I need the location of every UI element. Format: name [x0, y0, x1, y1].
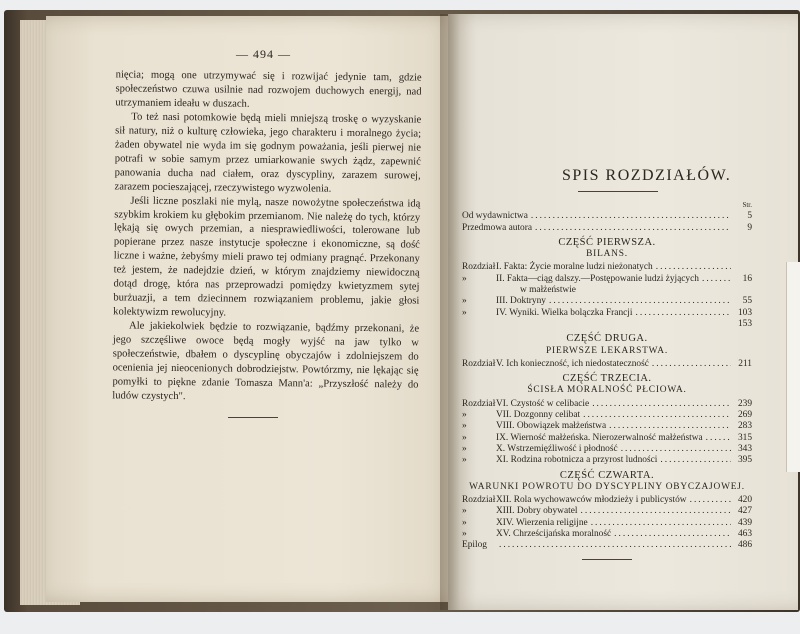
toc-entry-label: » — [462, 506, 467, 517]
toc-entry-page: 315 — [737, 432, 752, 443]
toc-entry-label: » — [462, 307, 467, 318]
toc-entry-title: III. Doktryny — [496, 296, 546, 307]
toc-entry-title: w małżeństwie — [520, 285, 576, 296]
part-subheading: BILANS. — [586, 249, 628, 260]
toc-row — [462, 359, 752, 370]
toc-entry-title: Od wydawnictwa — [462, 211, 528, 222]
toc-row — [462, 518, 752, 529]
part-heading: CZĘŚĆ CZWARTA. — [559, 469, 655, 481]
toc-entry-page: 486 — [737, 540, 752, 551]
toc-entry-label: » — [462, 455, 467, 466]
toc-row — [462, 262, 752, 273]
toc-entry-label: » — [462, 529, 467, 540]
toc-entry-page: 103 — [737, 307, 752, 318]
toc-entry-page: 439 — [737, 517, 752, 528]
title-rule — [578, 191, 658, 192]
toc-entry-label: Rozdział — [462, 398, 496, 409]
toc-entry-title: I. Fakta: Życie moralne ludzi nieżonatych — [496, 262, 653, 273]
toc-row — [462, 540, 752, 551]
toc-entry-page: 16 — [742, 273, 752, 284]
toc-entry-page: 239 — [737, 398, 752, 409]
toc-entry-title: IV. Wyniki. Wielka bolączka Francji — [496, 307, 633, 318]
toc-entry-page: 5 — [747, 211, 752, 222]
toc-entry-title: VII. Dozgonny celibat — [496, 410, 581, 421]
toc-row — [462, 223, 752, 234]
toc-entry-page: 420 — [737, 495, 752, 506]
toc-row — [462, 319, 752, 330]
paragraph: To też nasi potomkowie będą mieli mniejszą troskę o wyzyskanie sił natury, niż o kulturę człowieka, jego charakteru i moralnego życia; żaden obywatel nie wyda im się godnym poważania, jeśli pierwej nie potrafi w sobie samym przez umiarkowanie swych żądz, zapewnić panowania ducha nad ciałem, oraz dyscypliny, zarazem surowej, zarazem pocieszającej, rzeczywistego wyzwolenia. — [114, 111, 422, 195]
toc-entry-page: 55 — [742, 296, 752, 307]
page-column-label: Str. — [742, 201, 752, 209]
toc-entry-title: XIV. Wierzenia religijne — [496, 517, 588, 528]
toc-row — [462, 399, 752, 410]
paragraph: Ale jakiekolwiek będzie to rozwiązanie, bądźmy przekonani, że jego szczęśliwe owoce będą mogły wyjść na jaw tylko w społeczeństwie, dbałem o dyscyplinę obyczajów i zdolniejszem do ocenienia jej nieocenionych dobrodziejstw. Powtórzmy, nie lękając się pomyłki to piękne zdanie Tomasza Mann'a: „Przyszłość należy do ludów czystych". — [112, 320, 420, 403]
toc-row — [462, 495, 752, 506]
toc-entry-title: VIII. Obowiązek małżeństwa — [496, 421, 607, 432]
part-heading: CZĘŚĆ PIERWSZA. — [558, 236, 656, 248]
toc-entry-title: X. Wstrzemięźliwość i płodność — [496, 443, 618, 454]
body-text — [112, 68, 421, 406]
book-spine — [440, 14, 460, 610]
toc-entry-label: Rozdział — [462, 358, 496, 369]
page-number: — 494 — — [236, 47, 291, 61]
part-subheading: PIERWSZE LEKARSTWA. — [546, 345, 668, 356]
toc-row — [462, 211, 752, 222]
toc-entry-title: II. Fakta—ciąg dalszy.—Postępowanie ludzi żyjących — [496, 273, 699, 284]
toc-entry-title: VI. Czystość w celibacie — [496, 398, 590, 409]
toc-row — [462, 506, 752, 517]
toc-row — [462, 274, 752, 285]
toc-row — [462, 410, 752, 421]
toc-row — [462, 455, 752, 466]
toc-row — [462, 308, 752, 319]
paragraph: Jeśli liczne poszlaki nie mylą, nasze nowożytne społeczeństwa idą szybkim krokiem ku głębokim przemianom. Nie należę do tych, którzy lękają się owych przemian, a niesprawiedliwości, tolerowane lub popierane przez nasze instytucje społeczne i ekonomiczne, są dość liczne i ważne, żebyśmy mieli prawo tej odmiany pragnąć. Przekonany też jestem, że nadejdzie dzień, w którym znajdziemy niewidoczną dotąd drogę, która nas przeprowadzi pomiędzy kwietyzmem sytej burżuazji, a tem dziecinnem rozwiązaniem problemu, jakie głosi kolektywizm rewolucyjny. — [113, 195, 421, 319]
toc-row — [462, 421, 752, 432]
toc-title: SPIS ROZDZIAŁÓW. — [562, 167, 732, 184]
toc-entry-title: XII. Rola wychowawców młodzieży i publicystów — [496, 495, 687, 506]
toc-entry-page: 283 — [737, 421, 752, 432]
toc-entry-page: 211 — [738, 358, 752, 369]
toc-entry-label: » — [462, 273, 467, 284]
part-heading: CZĘŚĆ TRZECIA. — [562, 373, 652, 385]
toc-entry-label: » — [462, 410, 467, 421]
toc-entry-title: XIII. Dobry obywatel — [496, 506, 578, 517]
toc-row — [462, 433, 752, 444]
toc-entry-page: 463 — [737, 529, 752, 540]
toc-entry-label: » — [462, 517, 467, 528]
toc-entry-title: XV. Chrześcijańska moralność — [496, 529, 612, 540]
part-subheading: WARUNKI POWROTU DO DYSCYPLINY OBYCZAJOWEJ. — [469, 481, 745, 492]
toc-entry-label: » — [462, 443, 467, 454]
toc-entry-page: 9 — [747, 222, 752, 233]
toc-entry-title: Przedmowa autora — [462, 222, 533, 233]
toc-entry-title: XI. Rodzina robotnicza a przyrost ludności — [496, 455, 658, 466]
toc-entry-page: 153 — [737, 318, 752, 329]
part-heading: CZĘŚĆ DRUGA. — [566, 333, 648, 345]
toc-entry-page: 427 — [737, 506, 752, 517]
toc-entry-label: Rozdział — [462, 495, 496, 506]
part-subheading: ŚCISŁA MORALNOŚĆ PŁCIOWA. — [527, 385, 687, 396]
toc-entry-title: V. Ich konieczność, ich niedostateczność — [496, 358, 649, 369]
toc-entry-title: IX. Wierność małżeńska. Nierozerwalność małżeństwa — [496, 432, 703, 443]
paragraph: nięcia; mogą one utrzymywać się i rozwijać jedynie tam, gdzie społeczeństwo czuwa usilnie nad rozwojem duchowych energij, nad utrzymaniem ideału w duszach. — [115, 69, 422, 110]
toc-entry-page: 269 — [737, 410, 752, 421]
end-rule — [228, 417, 278, 418]
toc-entry-label: Epilog — [462, 540, 487, 551]
table-of-contents — [462, 200, 752, 560]
toc-row — [462, 444, 752, 455]
toc-entry-label: » — [462, 296, 467, 307]
toc-entry-page: 395 — [737, 455, 752, 466]
toc-row — [462, 296, 752, 307]
toc-row — [462, 285, 752, 296]
toc-entry-page: 343 — [737, 443, 752, 454]
end-rule — [582, 559, 632, 560]
toc-entry-label: » — [462, 421, 467, 432]
toc-entry-label: Rozdział — [462, 262, 496, 273]
toc-row — [462, 529, 752, 540]
bookmark-slip — [786, 262, 800, 472]
toc-entry-label: » — [462, 432, 467, 443]
